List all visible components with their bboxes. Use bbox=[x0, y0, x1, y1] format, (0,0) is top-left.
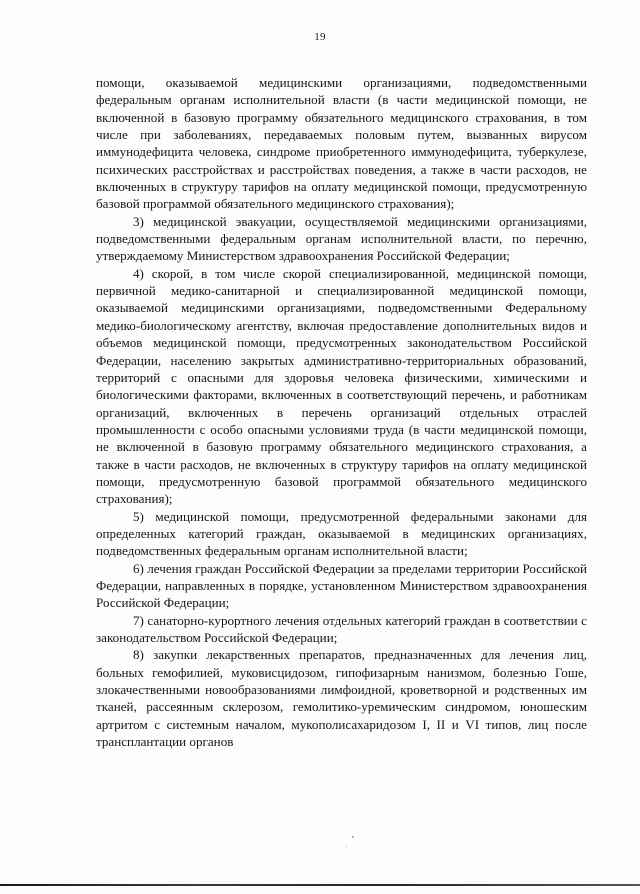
paragraph-item-8: 8) закупки лекарственных препаратов, предназначенных для лечения лиц, больных гемофилией, муковисцидозом, гипофизарным нанизмом, болезнью Гоше, злокачественными новообразованиями лимфоидной, кроветворной и родственных им тканей, рассеянным склерозом, гемолитико-уремическим синдромом, юношеским артритом с системным началом, мукополисахаридозом I, II и VI типов, лиц после трансплантации органов bbox=[96, 647, 587, 750]
paragraph-item-4: 4) скорой, в том числе скорой специализированной, медицинской помощи, первичной медико-санитарной и специализированной медицинской помощи, оказываемой медицинскими организациями, подведомственными Федеральному медико-биологическому агентству, включая предоставление дополнительных видов и объемов медицинской помощи, предусмотренных законодательством Российской Федерации, населению закрытых административно-территориальных образований, территорий с опасными для здоровья человека физическими, химическими и биологическими факторами, включенных в соответствующий перечень, и работникам организаций, включенных в перечень организаций отдельных отраслей промышленности с особо опасными условиями труда (в части медицинской помощи, не включенной в базовую программу обязательного медицинского страхования, а также в части расходов, не включенных в структуру тарифов на оплату медицинской помощи, предусмотренную базовой программой обязательного медицинского страхования); bbox=[96, 265, 587, 507]
scan-speck bbox=[352, 836, 354, 838]
bottom-scan-edge bbox=[0, 884, 640, 886]
body-text bbox=[96, 74, 587, 750]
paragraph-item-3: 3) медицинской эвакуации, осуществляемой медицинскими организациями, подведомственными федеральным органам исполнительной власти, по перечню, утверждаемому Министерством здравоохранения Российской Федерации; bbox=[96, 213, 587, 264]
paragraph-continuation: помощи, оказываемой медицинскими организациями, подведомственными федеральным органам исполнительной власти (в части медицинской помощи, не включенной в базовую программу обязательного медицинского страхования, в том числе при заболеваниях, передаваемых половым путем, вызванных вирусом иммунодефицита человека, синдроме приобретенного иммунодефицита, туберкулезе, психических расстройствах и расстройствах поведения, а также в части расходов, не включенных в структуру тарифов на оплату медицинской помощи, предусмотренную базовой программой обязательного медицинского страхования); bbox=[96, 75, 587, 212]
page-number: 19 bbox=[314, 31, 326, 43]
paragraph-item-5: 5) медицинской помощи, предусмотренной федеральными законами для определенных категорий граждан, оказываемой в медицинских организациях, подведомственных федеральным органам исполнительной власти; bbox=[96, 508, 587, 559]
paragraph-item-7: 7) санаторно-курортного лечения отдельных категорий граждан в соответствии с законодательством Российской Федерации; bbox=[96, 612, 587, 645]
paragraph-item-6: 6) лечения граждан Российской Федерации за пределами территории Российской Федерации, направленных в порядке, установленном Министерством здравоохранения Российской Федерации; bbox=[96, 560, 587, 611]
scan-speck bbox=[346, 846, 347, 847]
